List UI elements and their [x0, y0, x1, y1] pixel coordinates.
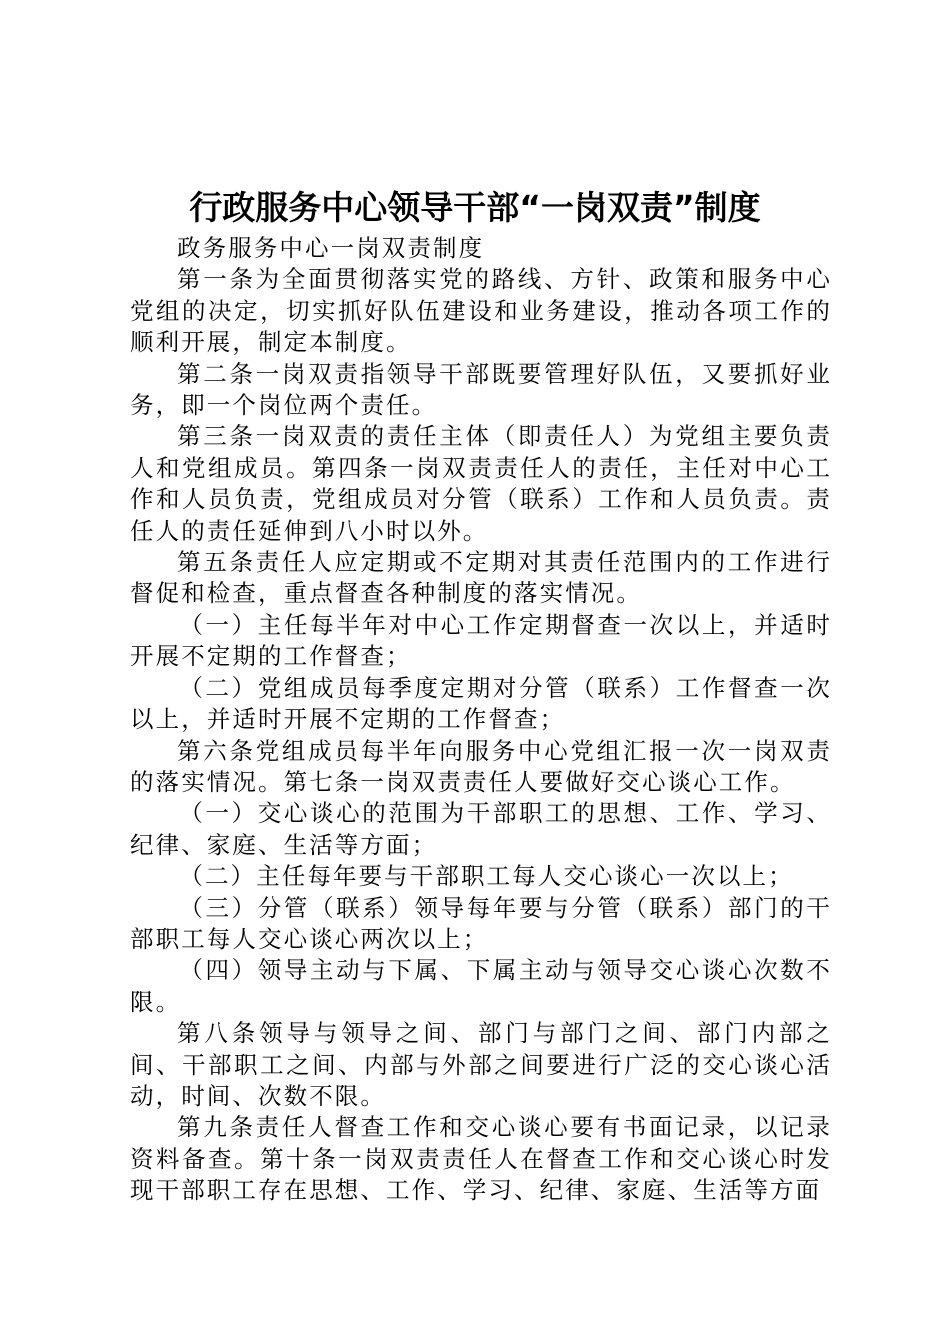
article-7-item-4: （四）领导主动与下属、下属主动与领导交心谈心次数不限。	[130, 956, 832, 1016]
article-7-item-1: （一）交心谈心的范围为干部职工的思想、工作、学习、纪律、家庭、生活等方面；	[130, 799, 832, 859]
article-7-item-2: （二）主任每年要与干部职工每人交心谈心一次以上；	[179, 862, 794, 891]
document-body	[130, 233, 832, 1207]
document-title: 行政服务中心领导干部“一岗双责”制度	[189, 188, 761, 227]
article-8-paragraph: 第八条领导与领导之间、部门与部门之间、部门内部之间、干部职工之间、内部与外部之间要进行广泛的交心谈心活动，时间、次数不限。	[130, 1019, 832, 1110]
article-5-paragraph: 第五条责任人应定期或不定期对其责任范围内的工作进行督促和检查，重点督查各种制度的落实情况。	[130, 548, 832, 608]
article-7-item-3: （三）分管（联系）领导每年要与分管（联系）部门的干部职工每人交心谈心两次以上；	[130, 893, 832, 953]
article-1-paragraph: 第一条为全面贯彻落实党的路线、方针、政策和服务中心党组的决定，切实抓好队伍建设和业务建设，推动各项工作的顺利开展，制定本制度。	[130, 265, 832, 357]
article-9-10-paragraph: 第九条责任人督查工作和交心谈心要有书面记录，以记录资料备查。第十条一岗双责责任人在督查工作和交心谈心时发现干部职工存在思想、工作、学习、纪律、家庭、生活等方面	[130, 1113, 832, 1205]
article-3-4-paragraph: 第三条一岗双责的责任主体（即责任人）为党组主要负责人和党组成员。第四条一岗双责责任人的责任，主任对中心工作和人员负责，党组成员对分管（联系）工作和人员负责。责任人的责任延伸到八小时以外。	[130, 422, 832, 545]
subtitle-paragraph: 政务服务中心一岗双责制度	[177, 234, 485, 262]
article-6-7-paragraph: 第六条党组成员每半年向服务中心党组汇报一次一岗双责的落实情况。第七条一岗双责责任人要做好交心谈心工作。	[130, 736, 832, 796]
article-5-item-2: （二）党组成员每季度定期对分管（联系）工作督查一次以上，并适时开展不定期的工作督查；	[130, 673, 832, 734]
article-2-paragraph: 第二条一岗双责指领导干部既要管理好队伍，又要抓好业务，即一个岗位两个责任。	[130, 359, 832, 420]
article-5-item-1: （一）主任每半年对中心工作定期督查一次以上，并适时开展不定期的工作督查；	[130, 610, 832, 671]
